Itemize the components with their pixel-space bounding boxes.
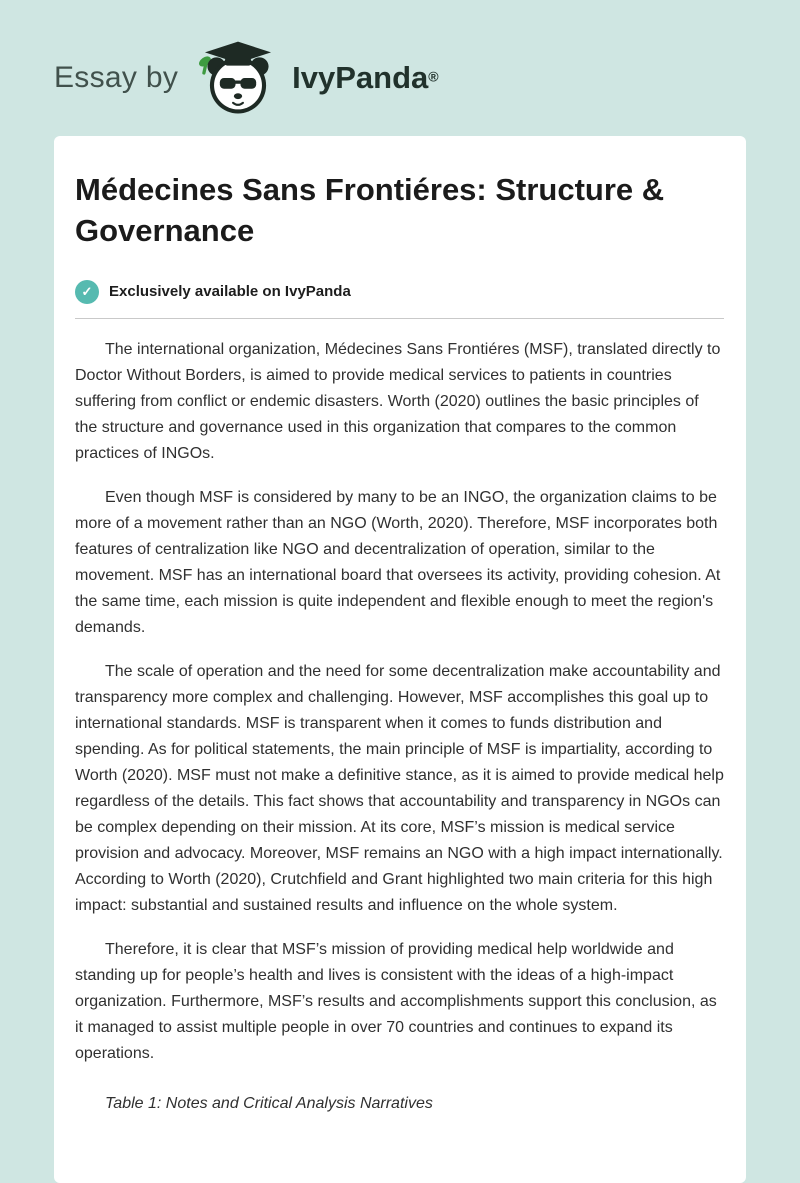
page-header xyxy=(0,0,800,136)
registered-mark: ® xyxy=(428,68,439,85)
essay-paragraph: The scale of operation and the need for some decentralization make accountability and transparency more complex and challenging. However, MSF accomplishes this goal up to international standards. MSF is transparent when it comes to funds distribution and spending. As for political statements, the main principle of MSF is impartiality, according to Worth (2020). MSF must not make a definitive stance, as it is aimed to provide medical help regardless of the details. This fact shows that accountability and transparency in NGOs can be complex depending on their mission. At its core, MSF’s mission is medical service provision and advocacy. Moreover, MSF remains an NGO with a high impact internationally. According to Worth (2020), Crutchfield and Grant highlighted two main criteria for this high impact: substantial and sustained results and influence on the whole system. xyxy=(75,662,724,914)
essay-card xyxy=(54,136,746,1183)
essay-by-label: Essay by xyxy=(54,61,179,94)
brand-name: IvyPanda® xyxy=(292,60,439,95)
essay-body xyxy=(75,337,724,1067)
essay-paragraph: Even though MSF is considered by many to be an INGO, the organization claims to be more of a movement rather than an NGO (Worth, 2020). Therefore, MSF incorporates both features of centralization like NGO and decentralization of operation, similar to the movement. MSF has an international board that oversees its activity, providing cohesion. At the same time, each mission is quite independent and flexible enough to meet the region's demands. xyxy=(75,488,721,636)
table-caption: Table 1: Notes and Critical Analysis Narratives xyxy=(105,1094,433,1112)
availability-badge xyxy=(75,280,724,304)
ivypanda-logo-icon xyxy=(196,40,280,116)
check-icon: ✓ xyxy=(75,280,99,304)
essay-paragraph: The international organization, Médecines Sans Frontiéres (MSF), translated directly to Doctor Without Borders, is aimed to provide medical services to patients in countries suffering from conflict or endemic disasters. Worth (2020) outlines the basic principles of the structure and governance used in this organization that compares to the common practices of INGOs. xyxy=(75,340,721,462)
essay-paragraph: Therefore, it is clear that MSF’s mission of providing medical help worldwide and standing up for people’s health and lives is consistent with the ideas of a high-impact organization. Furthermore, MSF’s results and accomplishments support this conclusion, as it managed to assist multiple people in over 70 countries and continues to expand its operations. xyxy=(75,940,717,1062)
essay-title: Médecines Sans Frontiéres: Structure & Governance xyxy=(75,172,665,248)
availability-text: Exclusively available on IvyPanda xyxy=(109,283,351,301)
divider xyxy=(75,318,724,319)
